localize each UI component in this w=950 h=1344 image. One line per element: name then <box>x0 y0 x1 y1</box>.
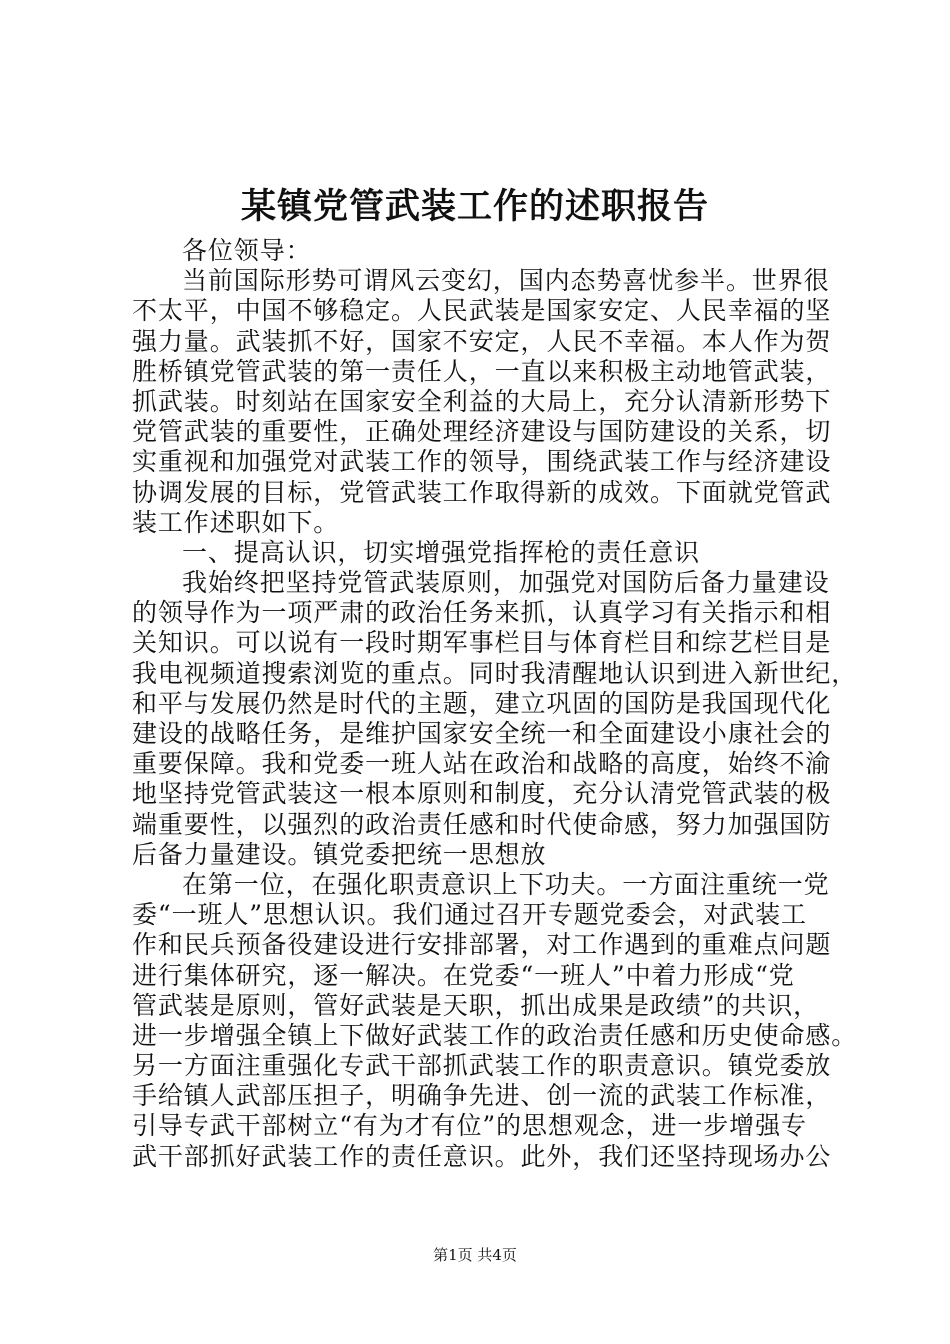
paragraph-line: 进行集体研究，逐一解决。在党委“一班人”中着力形成“党 <box>132 960 795 990</box>
paragraph-line: 武干部抓好武装工作的责任意识。此外，我们还坚持现场办公 <box>132 1141 832 1171</box>
paragraph-line: 另一方面注重强化专武干部抓武装工作的职责意识。镇党委放 <box>132 1051 832 1081</box>
document-title: 某镇党管武装工作的述职报告 <box>240 186 709 227</box>
paragraph-line: 抓武装。时刻站在国家安全利益的大局上，充分认清新形势下 <box>132 386 832 416</box>
paragraph-line: 委“一班人”思想认识。我们通过召开专题党委会，对武装工 <box>132 900 807 930</box>
paragraph-line: 和平与发展仍然是时代的主题，建立巩固的国防是我国现代化 <box>132 688 832 718</box>
paragraph-line: 我电视频道搜索浏览的重点。同时我清醒地认识到进入新世纪， <box>132 658 858 688</box>
paragraph-line: 端重要性，以强烈的政治责任感和时代使命感，努力加强国防 <box>132 809 832 839</box>
paragraph-line: 我始终把坚持党管武装原则，加强党对国防后备力量建设 <box>182 568 830 598</box>
paragraph-line: 装工作述职如下。 <box>132 507 340 537</box>
paragraph-line: 后备力量建设。镇党委把统一思想放 <box>132 839 547 869</box>
section-heading: 一、提高认识，切实增强党指挥枪的责任意识 <box>182 537 701 567</box>
document-body <box>132 236 858 1172</box>
paragraph-line: 在第一位，在强化职责意识上下功夫。一方面注重统一党 <box>182 869 830 899</box>
paragraph-line: 关知识。可以说有一段时期军事栏目与体育栏目和综艺栏目是 <box>132 628 832 658</box>
paragraph-line: 实重视和加强党对武装工作的领导，围绕武装工作与经济建设 <box>132 447 832 477</box>
paragraph-line: 当前国际形势可谓风云变幻，国内态势喜忧参半。世界很 <box>182 266 830 296</box>
paragraph-line: 作和民兵预备役建设进行安排部署，对工作遇到的重难点问题 <box>132 930 832 960</box>
paragraph-line: 的领导作为一项严肃的政治任务来抓，认真学习有关指示和相 <box>132 598 832 628</box>
paragraph-line: 各位领导： <box>182 236 312 265</box>
paragraph-line: 协调发展的目标，党管武装工作取得新的成效。下面就党管武 <box>132 477 832 507</box>
paragraph-line: 手给镇人武部压担子，明确争先进、创一流的武装工作标准， <box>132 1081 832 1111</box>
page-number-footer: 第1页 共4页 <box>433 1246 517 1264</box>
paragraph-line: 胜桥镇党管武装的第一责任人，一直以来积极主动地管武装， <box>132 356 832 386</box>
paragraph-line: 地坚持党管武装这一根本原则和制度，充分认清党管武装的极 <box>132 779 832 809</box>
paragraph-line: 引导专武干部树立“有为才有位”的思想观念，进一步增强专 <box>132 1111 807 1141</box>
paragraph-line: 管武装是原则，管好武装是天职，抓出成果是政绩”的共识， <box>132 990 820 1020</box>
paragraph-line: 不太平，中国不够稳定。人民武装是国家安定、人民幸福的坚 <box>132 296 832 326</box>
paragraph-line: 党管武装的重要性，正确处理经济建设与国防建设的关系，切 <box>132 417 832 447</box>
paragraph-line: 重要保障。我和党委一班人站在政治和战略的高度，始终不渝 <box>132 749 832 779</box>
paragraph-line: 强力量。武装抓不好，国家不安定，人民不幸福。本人作为贺 <box>132 326 832 356</box>
paragraph-line: 建设的战略任务，是维护国家安全统一和全面建设小康社会的 <box>132 719 832 748</box>
paragraph-line: 进一步增强全镇上下做好武装工作的政治责任感和历史使命感。 <box>132 1020 858 1050</box>
